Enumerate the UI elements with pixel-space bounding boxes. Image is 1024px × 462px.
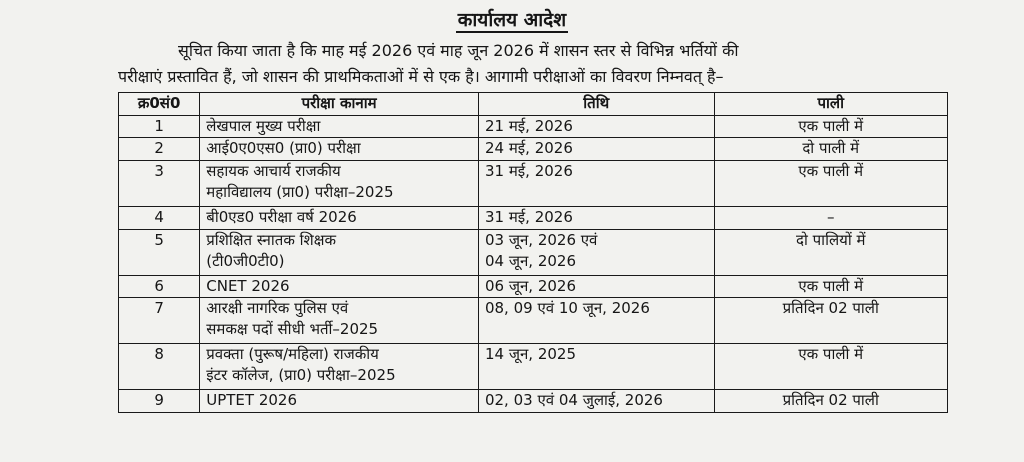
table-row — [119, 207, 948, 230]
table-row — [119, 298, 948, 344]
intro-line-1: सूचित किया जाता है कि माह मई 2026 एवं माह जून 2026 में शासन स्तर से विभिन्न भर्तियों की — [178, 41, 739, 60]
date-cell — [478, 116, 714, 138]
serial-cell — [119, 298, 200, 344]
shift-cell — [714, 207, 948, 230]
table-row — [119, 161, 948, 207]
exam-name-line: आई0ए0एस0 (प्रा0) परीक्षा — [206, 139, 361, 157]
table-row — [119, 138, 948, 161]
exam-name-line: महाविद्यालय (प्रा0) परीक्षा–2025 — [206, 183, 394, 201]
shift-cell — [714, 138, 948, 161]
serial-number: 4 — [154, 208, 164, 226]
table-row — [119, 116, 948, 138]
document-title-text: कार्यालय आदेश — [457, 9, 567, 31]
shift-text: एक पाली में — [798, 345, 864, 363]
exam-name-cell — [200, 230, 479, 276]
exam-name-line: बी0एड0 परीक्षा वर्ष 2026 — [206, 208, 357, 226]
date-cell — [478, 230, 714, 276]
header-date: तिथि — [478, 93, 714, 116]
date-cell — [478, 298, 714, 344]
date-line: 31 मई, 2026 — [484, 208, 573, 226]
shift-text: प्रतिदिन 02 पाली — [782, 391, 879, 409]
document-title — [0, 6, 1024, 32]
date-line: 03 जून, 2026 एवं — [484, 231, 598, 249]
exam-name-line: समकक्ष पदों सीधी भर्ती–2025 — [206, 320, 379, 338]
shift-text: एक पाली में — [798, 162, 864, 180]
serial-number: 1 — [154, 117, 164, 135]
date-line: 14 जून, 2025 — [484, 345, 576, 363]
date-cell — [478, 276, 714, 298]
serial-cell — [119, 138, 200, 161]
exam-name-cell — [200, 390, 479, 413]
serial-number: 9 — [154, 391, 164, 409]
cut-off-next-line — [240, 454, 940, 462]
shift-cell — [714, 390, 948, 413]
serial-number: 2 — [154, 139, 164, 157]
exam-name-line: CNET 2026 — [206, 277, 290, 295]
exam-name-line: सहायक आचार्य राजकीय — [206, 162, 341, 180]
shift-text: एक पाली में — [798, 117, 864, 135]
exam-name-cell — [200, 276, 479, 298]
serial-number: 3 — [154, 162, 164, 180]
serial-number: 6 — [154, 277, 164, 295]
header-serial: क्र0सं0 — [119, 93, 200, 116]
exam-name-cell — [200, 138, 479, 161]
date-line: 04 जून, 2026 — [484, 252, 576, 270]
exam-name-cell — [200, 298, 479, 344]
serial-number: 5 — [154, 231, 164, 249]
shift-cell — [714, 161, 948, 207]
shift-text: दो पालियों में — [796, 231, 866, 249]
serial-cell — [119, 230, 200, 276]
exam-name-line: इंटर कॉलेज, (प्रा0) परीक्षा–2025 — [206, 366, 396, 384]
table-row — [119, 230, 948, 276]
serial-cell — [119, 344, 200, 390]
serial-cell — [119, 207, 200, 230]
exam-name-cell — [200, 161, 479, 207]
intro-paragraph — [118, 38, 958, 86]
shift-text: – — [827, 208, 835, 226]
header-shift: पाली — [714, 93, 948, 116]
date-line: 31 मई, 2026 — [484, 162, 573, 180]
serial-cell — [119, 116, 200, 138]
table-row — [119, 276, 948, 298]
date-cell — [478, 344, 714, 390]
exam-name-line: (टी0जी0टी0) — [206, 252, 285, 270]
intro-line-2: परीक्षाएं प्रस्तावित हैं, जो शासन की प्राथमिकताओं में से एक है। आगामी परीक्षाओं का विवरण निम्नवत् है– — [118, 67, 724, 86]
shift-text: दो पाली में — [802, 139, 860, 157]
shift-cell — [714, 276, 948, 298]
exam-name-cell — [200, 344, 479, 390]
serial-number: 8 — [154, 345, 164, 363]
serial-number: 7 — [154, 299, 164, 317]
shift-cell — [714, 344, 948, 390]
date-cell — [478, 138, 714, 161]
exam-name-cell — [200, 207, 479, 230]
exam-name-line: आरक्षी नागरिक पुलिस एवं — [206, 299, 349, 317]
date-cell — [478, 207, 714, 230]
shift-cell — [714, 298, 948, 344]
date-line: 06 जून, 2026 — [484, 277, 576, 295]
exam-name-line: UPTET 2026 — [206, 391, 298, 409]
date-cell — [478, 161, 714, 207]
date-line: 08, 09 एवं 10 जून, 2026 — [484, 299, 650, 317]
serial-cell — [119, 161, 200, 207]
shift-text: एक पाली में — [798, 277, 864, 295]
date-line: 24 मई, 2026 — [484, 139, 573, 157]
table-row — [119, 390, 948, 413]
exam-name-line: लेखपाल मुख्य परीक्षा — [206, 117, 321, 135]
exam-name-line: प्रशिक्षित स्नातक शिक्षक — [206, 231, 336, 249]
header-exam-name: परीक्षा कानाम — [200, 93, 479, 116]
date-cell — [478, 390, 714, 413]
shift-text: प्रतिदिन 02 पाली — [782, 299, 879, 317]
serial-cell — [119, 276, 200, 298]
exam-schedule-table — [118, 92, 948, 413]
date-line: 21 मई, 2026 — [484, 117, 573, 135]
exam-name-cell — [200, 116, 479, 138]
exam-name-line: प्रवक्ता (पुरूष/महिला) राजकीय — [206, 345, 379, 363]
shift-cell — [714, 230, 948, 276]
table-header-row — [119, 93, 948, 116]
date-line: 02, 03 एवं 04 जुलाई, 2026 — [484, 391, 663, 409]
table-row — [119, 344, 948, 390]
shift-cell — [714, 116, 948, 138]
serial-cell — [119, 390, 200, 413]
